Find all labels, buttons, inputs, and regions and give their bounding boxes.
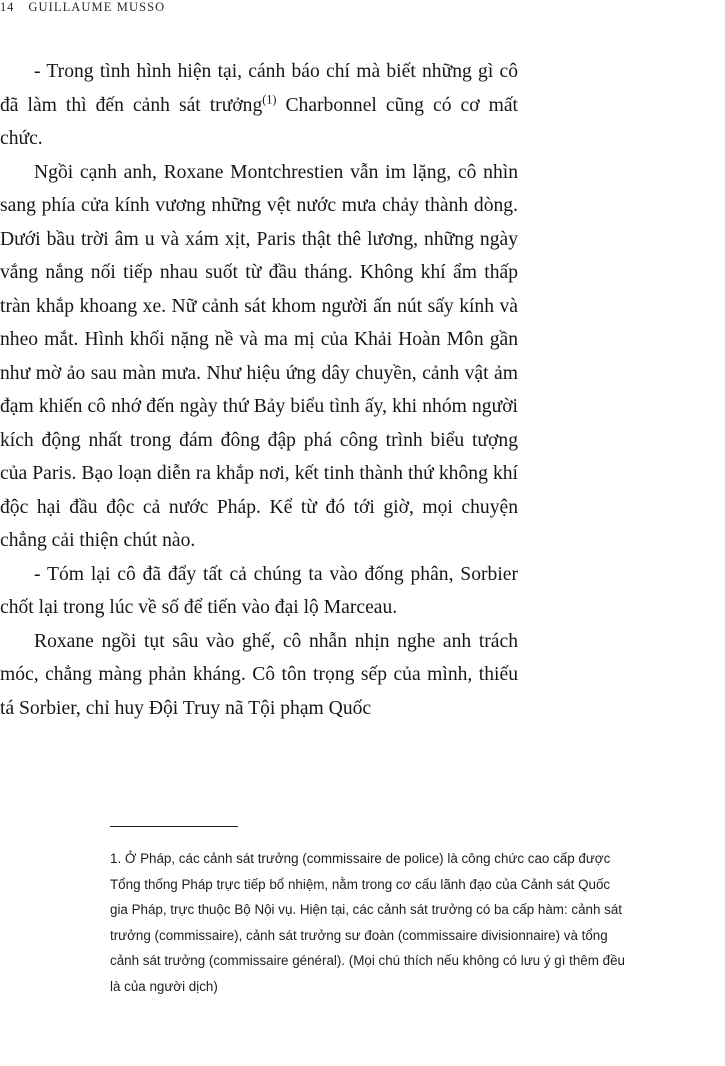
page-body (0, 55, 518, 725)
paragraph-1-text: - Trong tình hình hiện tại, cánh báo chí mà biết những gì cô đã làm thì đến cảnh sát trưởng (0, 61, 518, 116)
footnote-text: 1. Ở Pháp, các cảnh sát trưởng (commissaire de police) là công chức cao cấp được Tổng thống Pháp trực tiếp bổ nhiệm, nằm trong cơ cấu lãnh đạo của Cảnh sát Quốc gia Pháp, trực thuộc Bộ Nội vụ. Hiện tại, các cảnh sát trưởng có ba cấp hàm: cảnh sát trưởng (commissaire), cảnh sát trưởng sư đoàn (commissaire divisionnaire) và tổng cảnh sát trưởng (commissaire général). (Mọi chú thích nếu không có lưu ý gì thêm đều là của người dịch) (110, 851, 625, 994)
footnote-marker: (1) (262, 91, 277, 106)
body-text (0, 55, 518, 725)
running-head (0, 0, 725, 15)
footnote-separator-rule (110, 826, 238, 827)
running-head-author: GUILLAUME MUSSO (28, 0, 166, 14)
paragraph-3: - Tóm lại cô đã đẩy tất cả chúng ta vào đống phân, Sorbier chốt lại trong lúc về số để tiến vào đại lộ Marceau. (0, 563, 518, 618)
footnote-area (110, 826, 630, 1000)
paragraph-2: Ngồi cạnh anh, Roxane Montchrestien vẫn im lặng, cô nhìn sang phía cửa kính vương những vệt nước mưa chảy thành dòng. Dưới bầu trời âm u và xám xịt, Paris thật thê lương, những ngày vắng nắng nối tiếp nhau suốt từ đầu tháng. Không khí ẩm thấp tràn khắp khoang xe. Nữ cảnh sát khom người ấn nút sấy kính và nheo mắt. Hình khối nặng nề và ma mị của Khải Hoàn Môn gần như mờ ảo sau màn mưa. Như hiệu ứng dây chuyền, cảnh vật ảm đạm khiến cô nhớ đến ngày thứ Bảy biểu tình ấy, khi nhóm người kích động nhất trong đám đông đập phá công trình biểu tượng của Paris. Bạo loạn diễn ra khắp nơi, kết tinh thành thứ không khí độc hại đầu độc cả nước Pháp. Kể từ đó tới giờ, mọi chuyện chẳng cải thiện chút nào. (0, 161, 518, 551)
paragraph-1 (0, 55, 518, 156)
paragraph-1-continuation: Charbonnel cũng có cơ mất chức. (0, 94, 518, 149)
page-number: 14 (0, 0, 15, 14)
paragraph-4: Roxane ngồi tụt sâu vào ghế, cô nhẫn nhịn nghe anh trách móc, chẳng màng phản kháng. Cô tôn trọng sếp của mình, thiếu tá Sorbier, chỉ huy Đội Truy nã Tội phạm Quốc (0, 630, 518, 719)
